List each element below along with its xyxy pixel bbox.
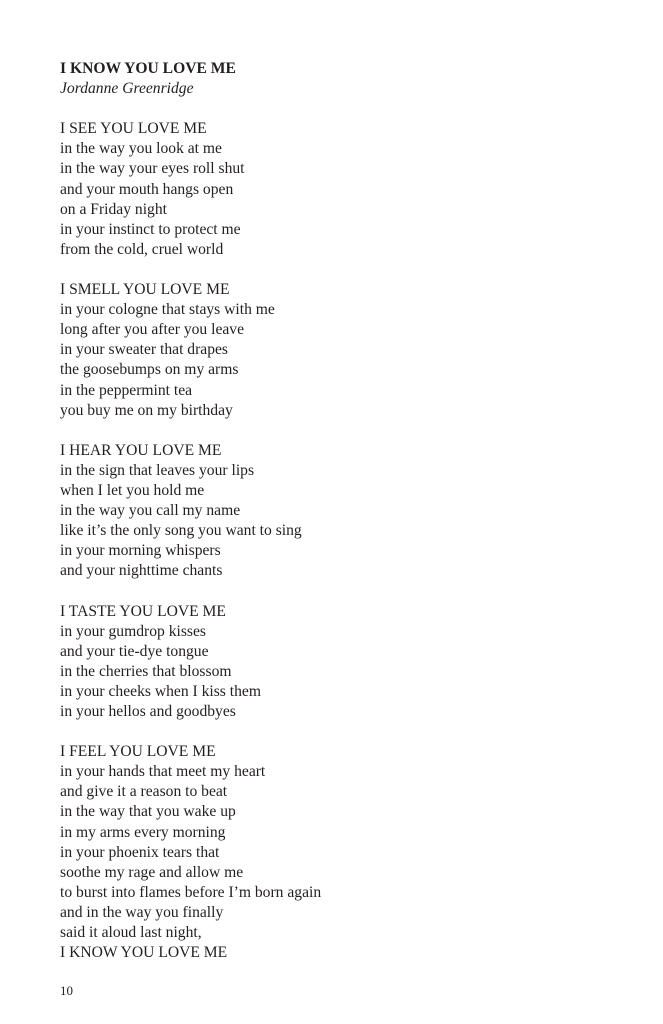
poem-line: and your mouth hangs open (60, 180, 234, 198)
poem-line: in the way your eyes roll shut (60, 160, 245, 178)
poem-line: in the way that you wake up (60, 803, 236, 821)
poem-line: and your nighttime chants (60, 562, 223, 580)
poem-title: I KNOW YOU LOVE ME (60, 60, 236, 77)
poem-line: and in the way you finally (60, 903, 224, 921)
page-number: 10 (60, 983, 73, 998)
poem-line: in the way you look at me (60, 140, 222, 158)
poem-line: in the sign that leaves your lips (60, 461, 255, 479)
stanza (60, 280, 321, 421)
poem (60, 59, 321, 963)
stanza (60, 602, 321, 723)
stanza (60, 742, 321, 963)
poem-line: in your cologne that stays with me (60, 301, 275, 319)
poem-line: the goosebumps on my arms (60, 361, 239, 379)
poem-line: in the cherries that blossom (60, 662, 232, 680)
stanza (60, 441, 321, 582)
poem-line: in your phoenix tears that (60, 843, 220, 861)
poem-line: in your morning whispers (60, 542, 221, 560)
poem-line: and give it a reason to beat (60, 783, 228, 801)
poem-line: in the peppermint tea (60, 381, 193, 399)
poem-line: in your instinct to protect me (60, 220, 241, 238)
poem-body (60, 119, 321, 963)
poem-line: from the cold, cruel world (60, 240, 224, 258)
poem-line: I HEAR YOU LOVE ME (60, 441, 222, 459)
poem-line: I SEE YOU LOVE ME (60, 120, 207, 138)
poem-line: in your hands that meet my heart (60, 763, 266, 781)
poem-line: in my arms every morning (60, 823, 226, 841)
poem-line: soothe my rage and allow me (60, 863, 244, 881)
poem-line: and your tie-dye tongue (60, 642, 209, 660)
poem-line: in the way you call my name (60, 502, 241, 520)
poem-line: long after you after you leave (60, 321, 245, 339)
poem-line: in your sweater that drapes (60, 341, 229, 359)
poem-line: I SMELL YOU LOVE ME (60, 281, 230, 299)
poem-line: like it’s the only song you want to sing (60, 522, 302, 540)
poem-line: to burst into flames before I’m born again (60, 883, 322, 901)
poem-line: I TASTE YOU LOVE ME (60, 602, 226, 620)
poem-line: in your cheeks when I kiss them (60, 682, 261, 700)
stanza (60, 119, 321, 260)
poem-line: I FEEL YOU LOVE ME (60, 743, 216, 761)
poem-line: when I let you hold me (60, 481, 205, 499)
poem-line: you buy me on my birthday (60, 401, 233, 419)
poem-author: Jordanne Greenridge (60, 80, 194, 98)
poem-line: in your gumdrop kisses (60, 622, 206, 640)
poem-line: on a Friday night (60, 200, 167, 218)
poem-line: in your hellos and goodbyes (60, 703, 236, 720)
poem-line: said it aloud last night, (60, 924, 202, 942)
poem-line: I KNOW YOU LOVE ME (60, 944, 228, 962)
